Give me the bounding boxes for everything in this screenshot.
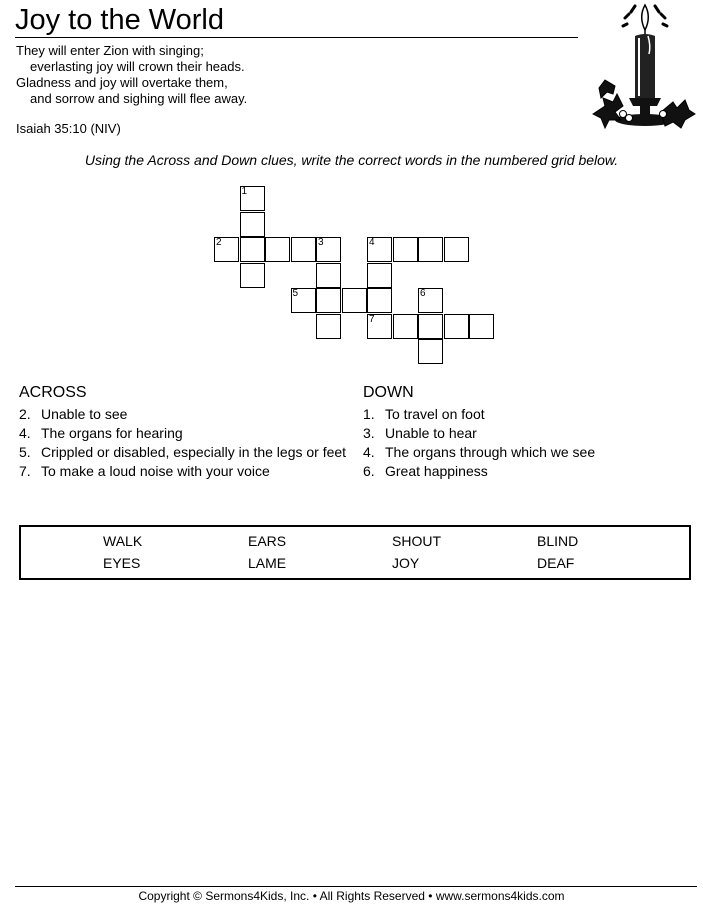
- across-clue: [19, 444, 349, 461]
- crossword-cell[interactable]: [342, 288, 367, 313]
- across-clue: [19, 463, 349, 480]
- down-clue: [363, 444, 683, 461]
- footer-rule: [15, 886, 697, 887]
- crossword-cell[interactable]: [291, 237, 316, 262]
- crossword-cell[interactable]: [240, 186, 265, 211]
- crossword-cell[interactable]: [291, 288, 316, 313]
- word-bank-word: WALK: [103, 533, 143, 549]
- crossword-cell[interactable]: [418, 237, 443, 262]
- word-bank-word: EARS: [248, 533, 287, 549]
- crossword-cell[interactable]: [367, 288, 392, 313]
- cell-number: 6: [420, 288, 426, 299]
- cell-number: 2: [216, 237, 222, 248]
- down-clue: [363, 463, 683, 480]
- clue-number: 5.: [19, 444, 31, 460]
- word-bank-word: EYES: [103, 555, 141, 571]
- down-heading: DOWN: [363, 384, 414, 401]
- clue-text: Great happiness: [385, 463, 488, 479]
- crossword-cell[interactable]: [240, 212, 265, 237]
- clue-number: 4.: [363, 444, 375, 460]
- verse-line-4: and sorrow and sighing will flee away.: [30, 91, 248, 106]
- cell-number: 3: [318, 237, 324, 248]
- clue-number: 3.: [363, 425, 375, 441]
- clue-text: The organs through which we see: [385, 444, 596, 460]
- verse-line-3: Gladness and joy will overtake them,: [16, 75, 228, 90]
- down-clues: [363, 383, 683, 482]
- down-clue: [363, 406, 683, 423]
- title-rule: [15, 37, 578, 38]
- cell-number: 1: [241, 186, 248, 197]
- instructions: Using the Across and Down clues, write the correct words in the numbered grid below.: [84, 152, 619, 168]
- word-bank-word: BLIND: [537, 533, 579, 549]
- crossword-cell[interactable]: [393, 314, 418, 339]
- across-heading: ACROSS: [19, 384, 87, 401]
- crossword-cell[interactable]: [316, 263, 341, 288]
- crossword-cell[interactable]: [444, 314, 469, 339]
- cell-number: 5: [292, 288, 299, 299]
- crossword-cell[interactable]: [418, 288, 443, 313]
- down-clue: [363, 425, 683, 442]
- crossword-cell[interactable]: [367, 237, 392, 262]
- copyright-footer: Copyright © Sermons4Kids, Inc. • All Rights Reserved • www.sermons4kids.com: [138, 889, 565, 903]
- clue-text: The organs for hearing: [41, 425, 183, 441]
- crossword-cell[interactable]: [418, 339, 443, 364]
- crossword-cell[interactable]: [418, 314, 443, 339]
- crossword-cell[interactable]: [444, 237, 469, 262]
- crossword-cell[interactable]: [214, 237, 239, 262]
- clue-number: 2.: [19, 406, 31, 422]
- verse-line-2: everlasting joy will crown their heads.: [30, 59, 245, 74]
- clue-text: To make a loud noise with your voice: [41, 463, 270, 479]
- clue-number: 1.: [363, 406, 375, 422]
- clue-number: 7.: [19, 463, 31, 479]
- across-clues: [19, 383, 349, 482]
- clue-number: 4.: [19, 425, 31, 441]
- crossword-cell[interactable]: [316, 237, 341, 262]
- clue-text: To travel on foot: [385, 406, 485, 422]
- word-bank: [19, 525, 691, 580]
- crossword-cell[interactable]: [316, 314, 341, 339]
- word-bank-word: SHOUT: [392, 533, 441, 549]
- crossword-cell[interactable]: [240, 263, 265, 288]
- page-title: Joy to the World: [15, 4, 225, 36]
- crossword-cell[interactable]: [367, 263, 392, 288]
- cell-number: 7: [369, 313, 375, 325]
- word-bank-word: JOY: [392, 555, 420, 571]
- across-clue: [19, 425, 349, 442]
- crossword-cell[interactable]: [240, 237, 265, 262]
- crossword-cell[interactable]: [316, 288, 341, 313]
- verse-line-1: They will enter Zion with singing;: [16, 43, 204, 58]
- crossword-cell[interactable]: [393, 237, 418, 262]
- crossword-cell[interactable]: [265, 237, 290, 262]
- verse-reference: Isaiah 35:10 (NIV): [16, 121, 121, 136]
- clue-number: 6.: [363, 463, 375, 479]
- word-bank-word: LAME: [248, 555, 287, 571]
- cell-number: 4: [369, 237, 375, 248]
- crossword-cell[interactable]: [469, 314, 494, 339]
- clue-text: Crippled or disabled, especially in the legs or feet: [41, 444, 347, 460]
- crossword-cell[interactable]: [367, 314, 392, 339]
- candle-illustration: [585, 2, 697, 136]
- clue-text: Unable to hear: [385, 425, 477, 441]
- clue-text: Unable to see: [41, 406, 128, 422]
- word-bank-word: DEAF: [537, 555, 575, 571]
- bible-verse: [16, 43, 247, 107]
- across-clue: [19, 406, 349, 423]
